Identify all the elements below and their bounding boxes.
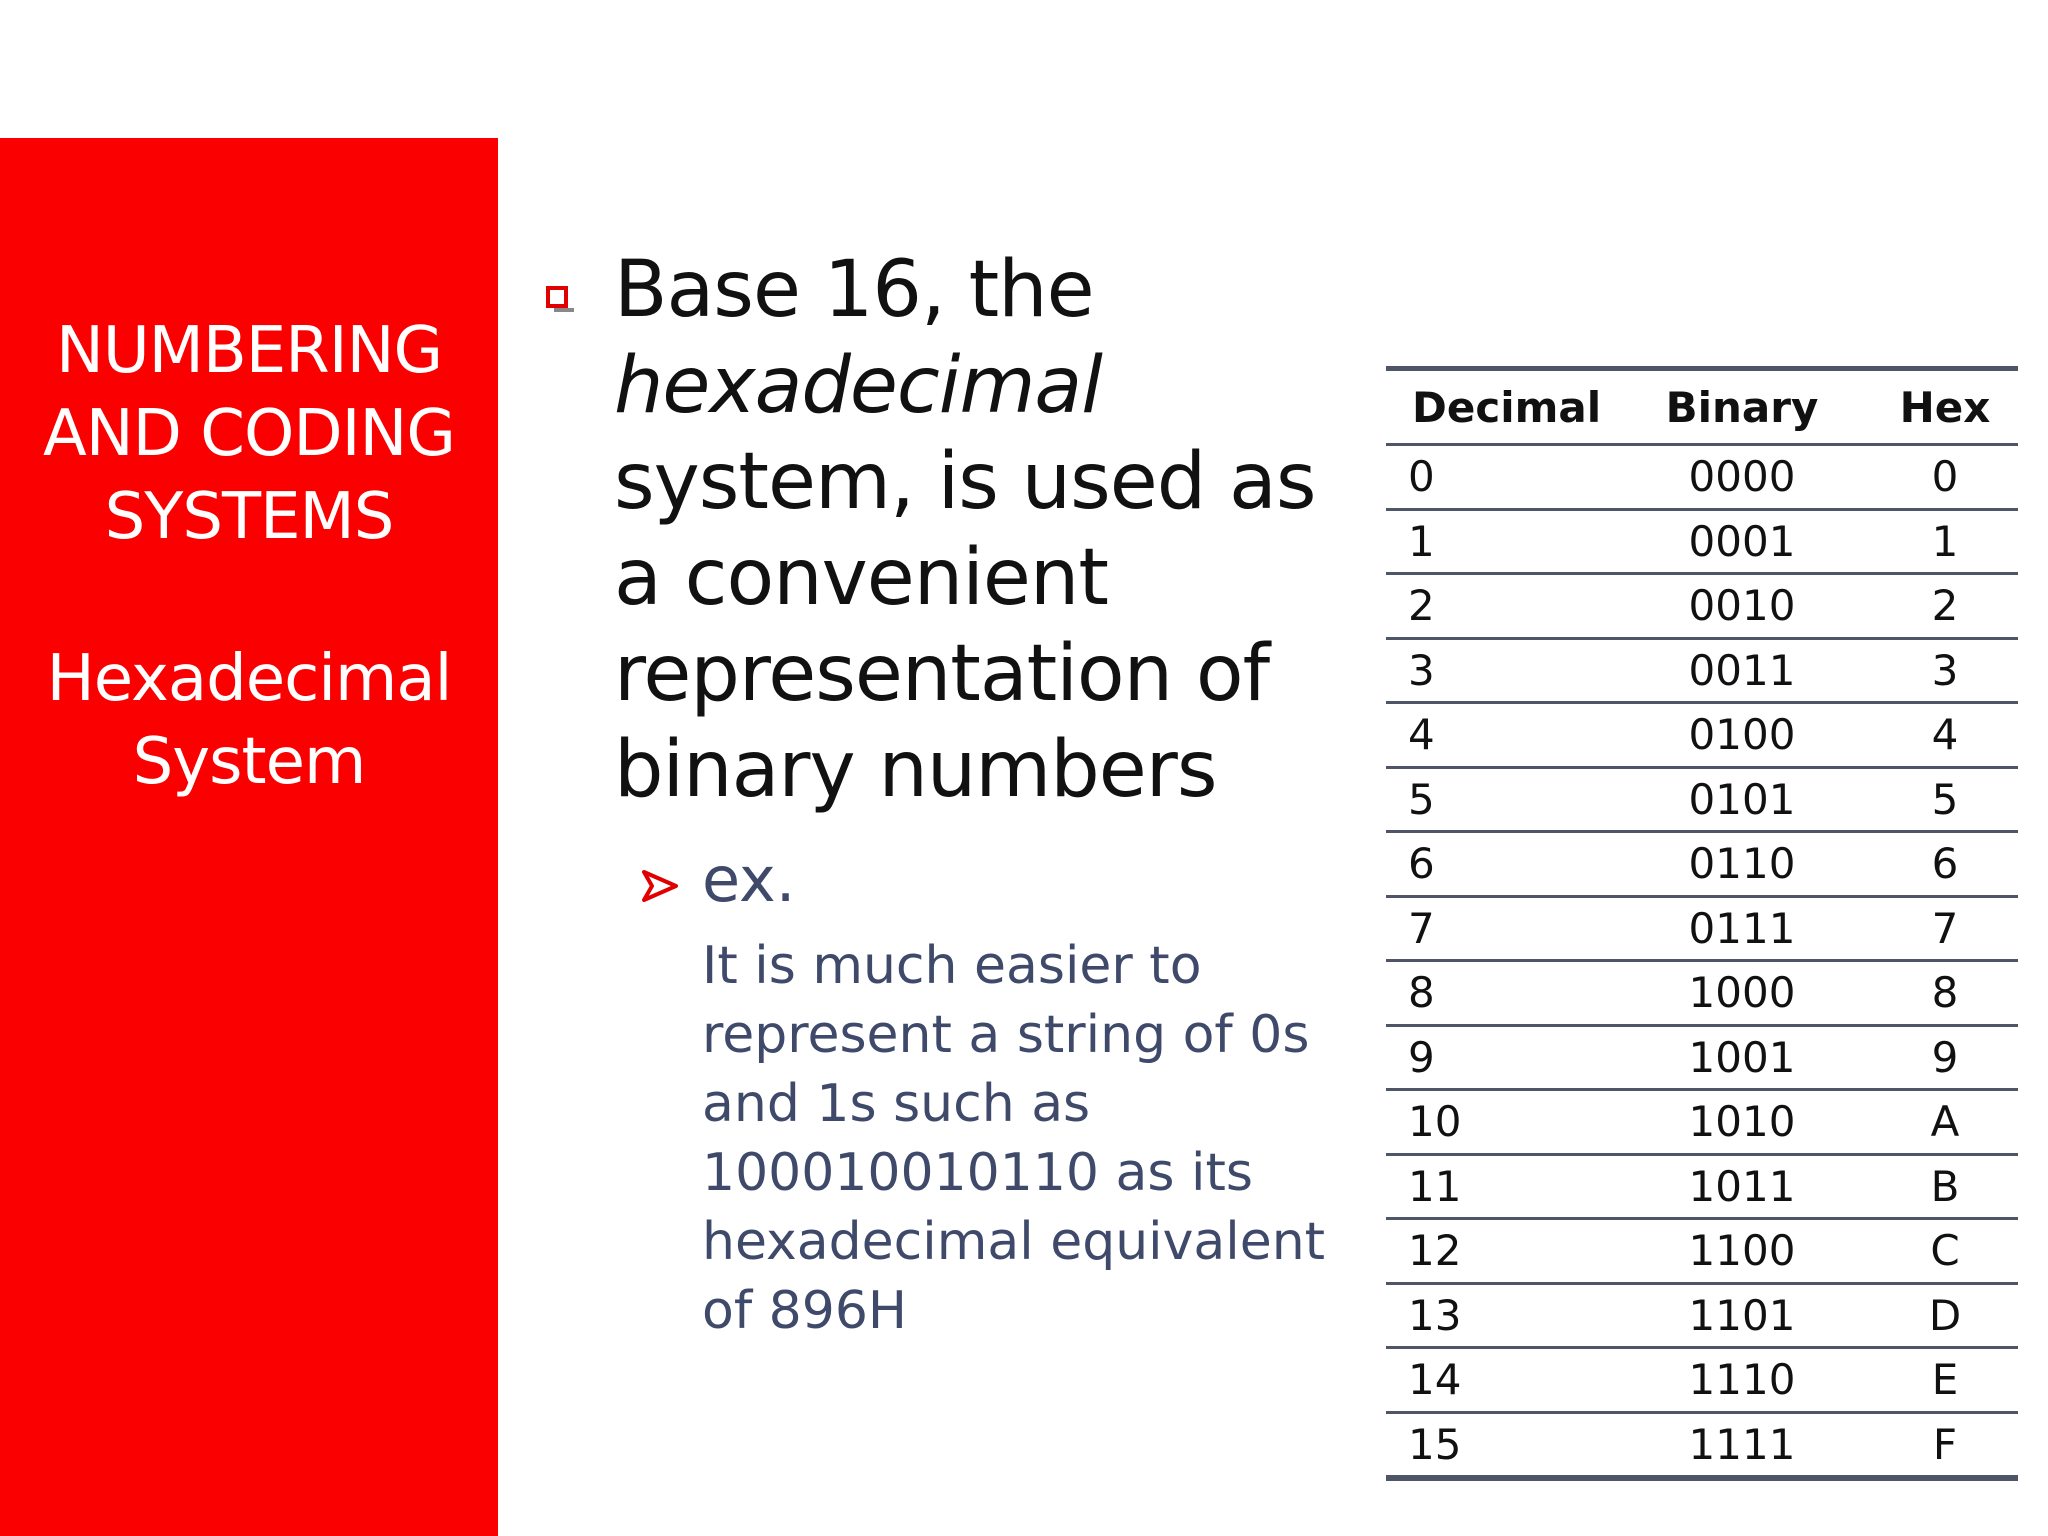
cell-decimal: 8 [1386, 961, 1612, 1026]
conversion-table [1386, 366, 2018, 1481]
cell-hex: E [1872, 1348, 2018, 1413]
cell-binary: 1111 [1688, 1419, 1796, 1469]
header-binary: Binary [1612, 371, 1872, 445]
cell-binary: 0011 [1612, 638, 1872, 703]
table-row [1386, 703, 2018, 768]
cell-hex: C [1872, 1219, 2018, 1284]
cell-hex: 2 [1872, 574, 2018, 639]
cell-binary: 1110 [1612, 1348, 1872, 1413]
cell-binary: 0100 [1612, 703, 1872, 768]
cell-hex: D [1872, 1283, 2018, 1348]
cell-hex: B [1872, 1154, 2018, 1219]
table-row [1386, 509, 2018, 574]
main-point-lead: Base 16, the [614, 245, 1094, 335]
table-row [1386, 1154, 2018, 1219]
table-body [1386, 445, 2018, 1476]
main-point-emphasis: hexadecimal [614, 341, 1102, 431]
cell-hex: 7 [1872, 896, 2018, 961]
arrowhead-bullet-icon [640, 866, 680, 906]
cell-binary: 0101 [1612, 767, 1872, 832]
cell-decimal: 12 [1386, 1219, 1612, 1284]
table-row [1386, 961, 2018, 1026]
cell-decimal: 1 [1386, 509, 1612, 574]
table-row [1386, 1025, 2018, 1090]
cell-decimal: 14 [1386, 1348, 1612, 1413]
cell-decimal: 7 [1386, 896, 1612, 961]
table-row [1386, 638, 2018, 703]
cell-hex: 6 [1872, 832, 2018, 897]
cell-binary: 1011 [1612, 1154, 1872, 1219]
cell-decimal: 4 [1386, 703, 1612, 768]
cell-hex: 1 [1872, 509, 2018, 574]
table-row [1386, 1090, 2018, 1155]
header-hex: Hex [1872, 371, 2018, 445]
table-row [1386, 832, 2018, 897]
table-row [1386, 445, 2018, 510]
cell-binary: 0000 [1612, 445, 1872, 510]
cell-binary: 0111 [1612, 896, 1872, 961]
example-text: It is much easier to represent a string of 0s and 1s such as 100010010110 as its hexadecimal equivalent of 896H [702, 936, 1326, 1341]
main-point-rest: system, is used as a convenient representation of binary numbers [614, 437, 1316, 815]
cell-hex: F [1932, 1419, 1958, 1469]
hex-table [1386, 371, 2018, 1475]
cell-decimal: 5 [1386, 767, 1612, 832]
header-decimal: Decimal [1386, 371, 1612, 445]
cell-decimal: 15 [1408, 1419, 1462, 1469]
table-row [1386, 896, 2018, 961]
cell-binary: 1001 [1612, 1025, 1872, 1090]
cell-hex: 0 [1872, 445, 2018, 510]
main-point [614, 242, 1374, 818]
cell-decimal: 11 [1386, 1154, 1612, 1219]
cell-binary: 1000 [1612, 961, 1872, 1026]
sidebar-subtitle: Hexadecimal System [46, 642, 452, 799]
table-row [1386, 1412, 2018, 1475]
table-header-row [1386, 371, 2018, 445]
table-row [1386, 1348, 2018, 1413]
cell-hex: A [1872, 1090, 2018, 1155]
table-row [1386, 574, 2018, 639]
cell-hex: 3 [1872, 638, 2018, 703]
cell-binary: 1101 [1612, 1283, 1872, 1348]
cell-binary: 0110 [1612, 832, 1872, 897]
cell-hex: 5 [1872, 767, 2018, 832]
cell-binary: 0010 [1612, 574, 1872, 639]
table-row [1386, 1283, 2018, 1348]
cell-hex: 4 [1872, 703, 2018, 768]
cell-decimal: 9 [1386, 1025, 1612, 1090]
cell-decimal: 10 [1386, 1090, 1612, 1155]
sidebar-title: NUMBERING AND CODING SYSTEMS [43, 314, 455, 554]
table-row [1386, 767, 2018, 832]
cell-binary: 1100 [1612, 1219, 1872, 1284]
cell-binary: 0001 [1612, 509, 1872, 574]
cell-hex: 8 [1872, 961, 2018, 1026]
cell-decimal: 0 [1386, 445, 1612, 510]
cell-decimal: 3 [1386, 638, 1612, 703]
sidebar-panel [0, 138, 498, 1536]
table-row [1386, 1219, 2018, 1284]
cell-decimal: 6 [1386, 832, 1612, 897]
cell-decimal: 2 [1386, 574, 1612, 639]
cell-hex: 9 [1872, 1025, 2018, 1090]
cell-binary: 1010 [1612, 1090, 1872, 1155]
square-bullet-icon [546, 286, 568, 308]
sub-point-heading: ex. [702, 843, 796, 916]
cell-decimal: 13 [1386, 1283, 1612, 1348]
